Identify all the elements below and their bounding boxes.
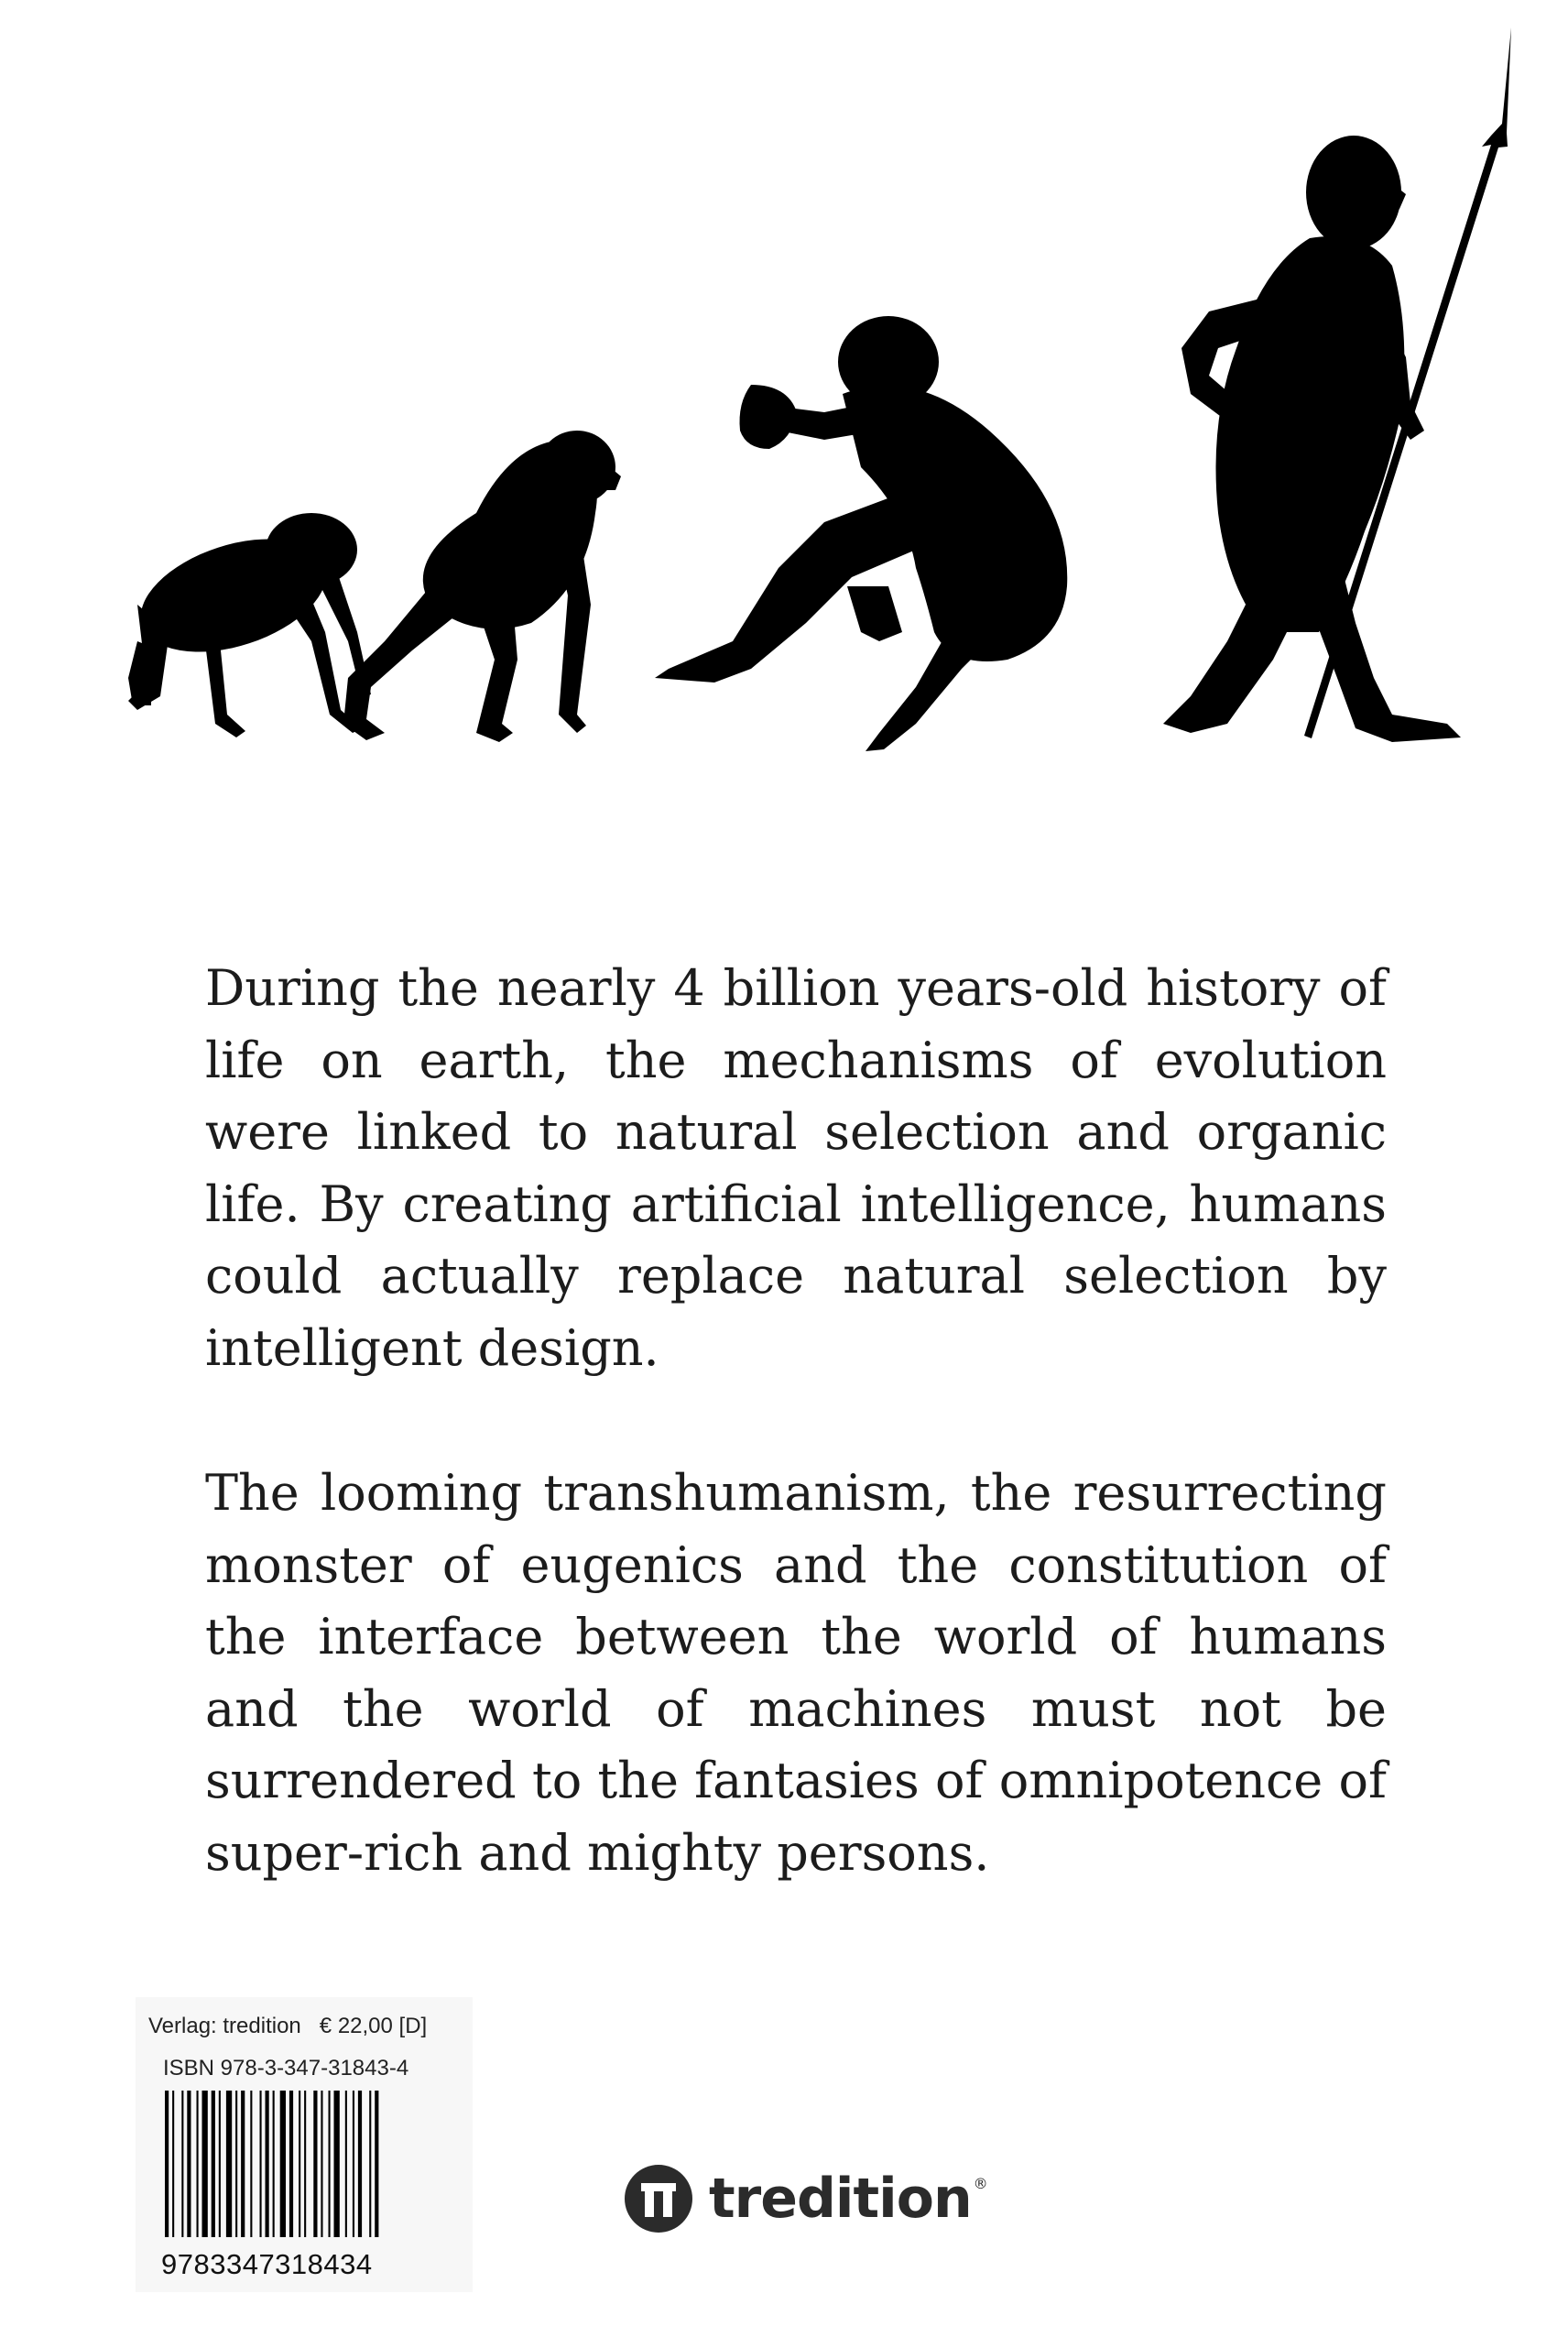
- evolution-illustration: [0, 0, 1568, 806]
- barcode-bar: [273, 2091, 275, 2237]
- barcode-bar: [304, 2091, 306, 2237]
- barcode-bar: [202, 2091, 208, 2237]
- barcode-box: [136, 1997, 473, 2292]
- publisher-label: Verlag: tredition: [148, 2014, 301, 2038]
- barcode-bar: [165, 2091, 169, 2237]
- barcode-bar: [329, 2091, 331, 2237]
- barcode-bar: [321, 2091, 322, 2237]
- chimpanzee-figure: [343, 431, 621, 742]
- barcode-bar: [280, 2091, 286, 2237]
- barcode-bar: [212, 2091, 215, 2237]
- tredition-logo-icon: [625, 2165, 692, 2233]
- price-label: € 22,00 [D]: [319, 2014, 428, 2038]
- upright-human-figure: [1163, 136, 1461, 742]
- blurb-paragraph-1: During the nearly 4 billion years-old history of life on earth, the mechanisms of evolution were linked to natural selection and organic life. By creating artificial intelligence, humans could actually replace natural selection by intelligent design.: [205, 959, 1387, 1377]
- barcode-bar: [219, 2091, 221, 2237]
- tredition-wordmark: tredition: [709, 2167, 972, 2231]
- isbn-label: ISBN 978-3-347-31843-4: [163, 2056, 409, 2080]
- barcode-bar: [181, 2091, 183, 2237]
- barcode-bar: [197, 2091, 199, 2237]
- barcode-bar: [266, 2091, 269, 2237]
- barcode-bar: [345, 2091, 347, 2237]
- registered-mark: ®: [973, 2174, 988, 2192]
- barcode-bar: [313, 2091, 317, 2237]
- barcode-bar: [358, 2091, 362, 2237]
- barcode-bar: [250, 2091, 252, 2237]
- crouching-hominid-figure: [655, 316, 1067, 751]
- barcode-bar: [353, 2091, 354, 2237]
- barcode-bar: [226, 2091, 232, 2237]
- barcode-bar: [299, 2091, 300, 2237]
- small-ape-figure: [126, 513, 371, 737]
- barcode-bar: [172, 2091, 174, 2237]
- publisher-price-line: [148, 2014, 427, 2039]
- barcode-bar: [187, 2091, 191, 2237]
- barcode-bar: [235, 2091, 237, 2237]
- tredition-logo: [625, 2162, 988, 2235]
- barcode-bar: [289, 2091, 293, 2237]
- barcode-icon: [161, 2091, 436, 2237]
- barcode-bar: [375, 2091, 378, 2237]
- blurb-paragraph-2: The looming transhumanism, the resurrecting monster of eugenics and the constitution of the interface between the world of humans and the world of machines must not be surrendered to the fantasies of omnipotence of super-rich and mighty persons.: [205, 1464, 1387, 1882]
- barcode-bar: [241, 2091, 245, 2237]
- barcode-bar: [334, 2091, 340, 2237]
- back-cover-blurb: [205, 953, 1387, 1962]
- barcode-bar: [260, 2091, 262, 2237]
- barcode-bar: [369, 2091, 371, 2237]
- ean-digits: 9783347318434: [161, 2248, 373, 2280]
